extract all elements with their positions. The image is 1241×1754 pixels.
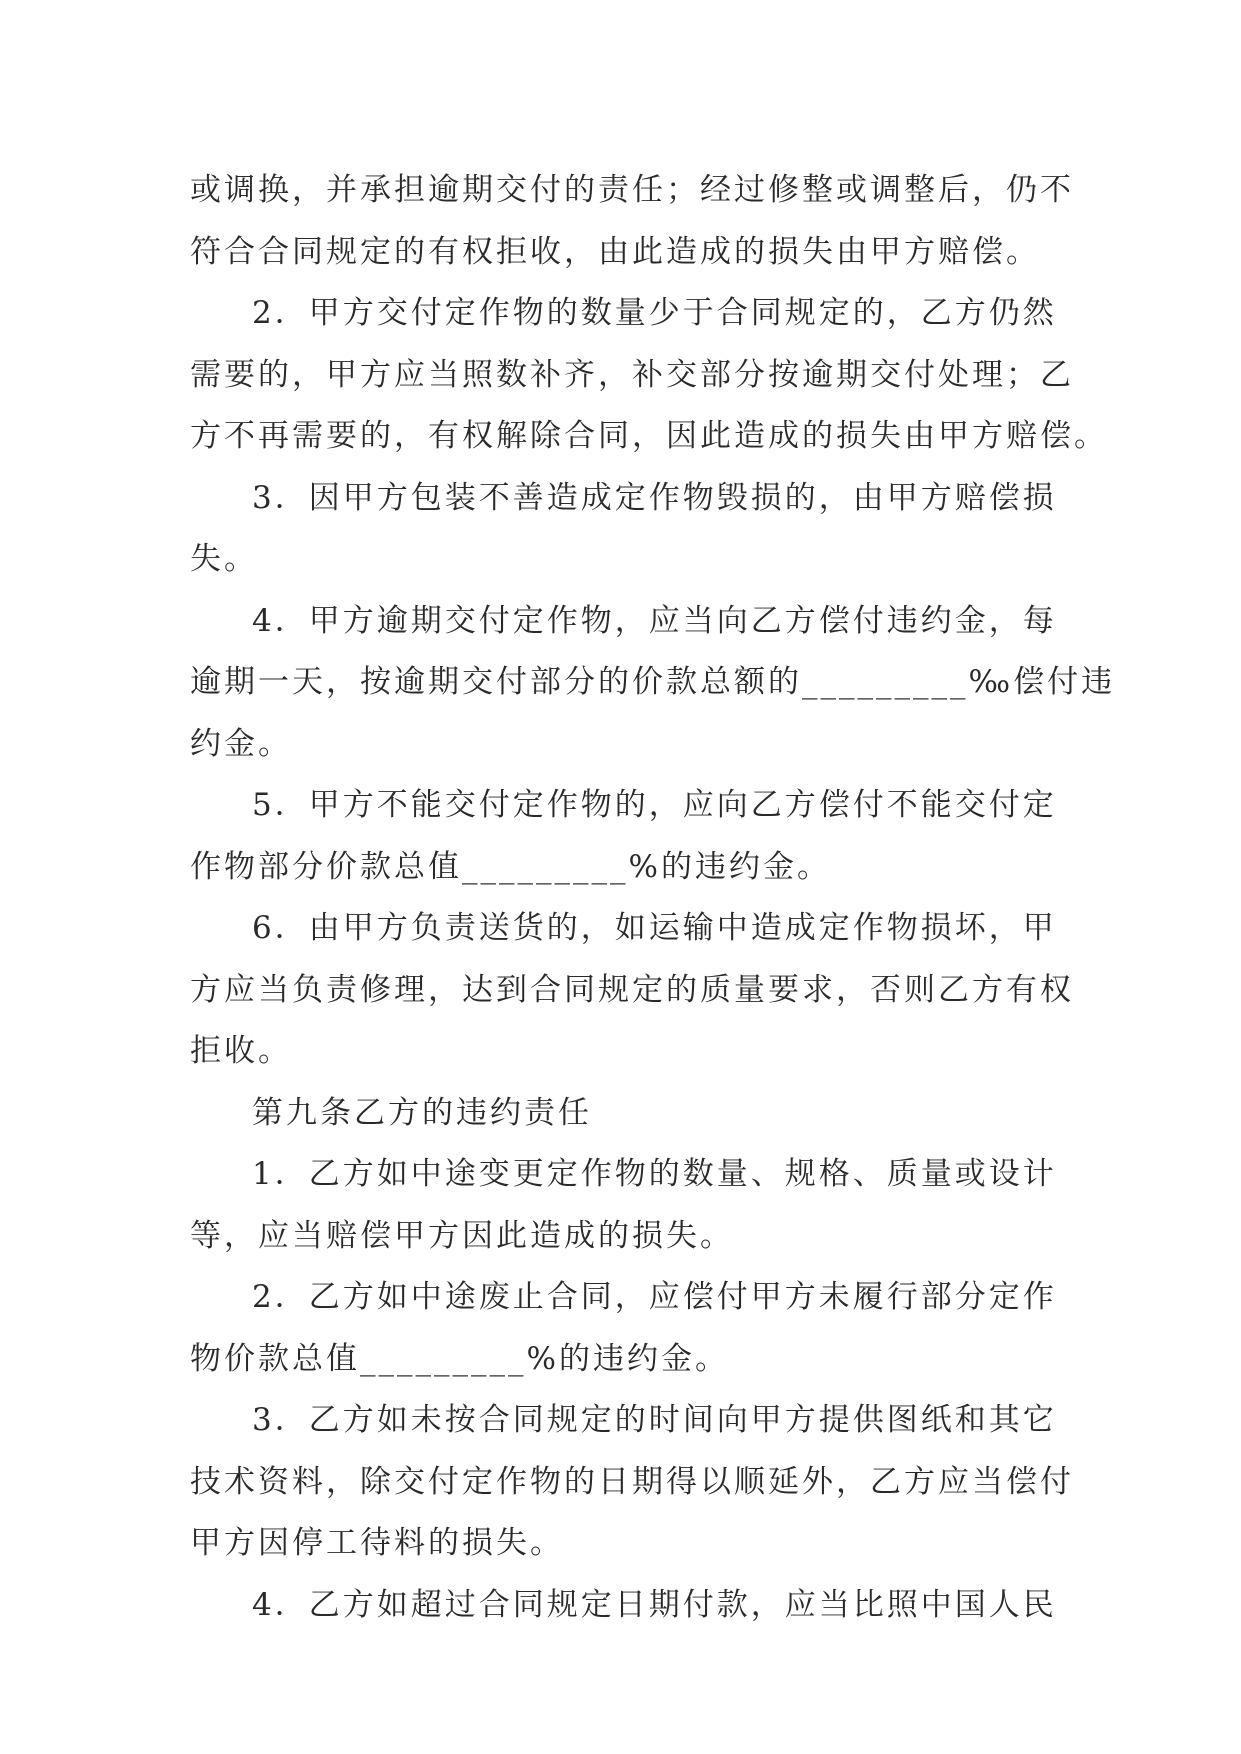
text-line: 方不再需要的，有权解除合同，因此造成的损失由甲方赔偿。	[190, 418, 1108, 454]
text-line: 2．甲方交付定作物的数量少于合同规定的，乙方仍然	[252, 295, 1057, 331]
paragraph-continued	[190, 160, 1074, 283]
text-line: 技术资料，除交付定作物的日期得以顺延外，乙方应当偿付	[190, 1463, 1074, 1500]
text-line: 3．乙方如未按合同规定的时间向甲方提供图纸和其它	[252, 1402, 1057, 1438]
text-line: 2．乙方如中途废止合同，应偿付甲方未履行部分定作	[252, 1279, 1057, 1315]
text-line: 作物部分价款总值_________%的违约金。	[190, 848, 831, 885]
text-line: 约金。	[190, 725, 292, 762]
text-line: 4．乙方如超过合同规定日期付款，应当比照中国人民	[252, 1586, 1057, 1623]
paragraph-b-item-2	[190, 1267, 1057, 1390]
paragraph-item-5	[190, 775, 1057, 898]
text-line: 拒收。	[190, 1033, 292, 1069]
text-line: 等，应当赔偿甲方因此造成的损失。	[190, 1217, 734, 1254]
text-line: 4．甲方逾期交付定作物，应当向乙方偿付违约金，每	[252, 602, 1057, 639]
text-line: 1．乙方如中途变更定作物的数量、规格、质量或设计	[252, 1156, 1057, 1192]
text-line: 3．因甲方包装不善造成定作物毁损的，由甲方赔偿损	[252, 479, 1057, 516]
text-line: 5．甲方不能交付定作物的，应向乙方偿付不能交付定	[252, 787, 1057, 823]
paragraph-item-6	[190, 898, 1074, 1083]
contract-text-body	[190, 160, 1116, 1636]
text-line: 6．由甲方负责送货的，如运输中造成定作物损坏，甲	[252, 910, 1057, 946]
text-line: 符合合同规定的有权拒收，由此造成的损失由甲方赔偿。	[190, 233, 1040, 270]
paragraph-item-2	[190, 283, 1108, 468]
text-line: 物价款总值_________%的违约金。	[190, 1340, 729, 1377]
text-line: 逾期一天，按逾期交付部分的价款总额的_________‰偿付违	[190, 664, 1116, 700]
text-line: 方应当负责修理，达到合同规定的质量要求，否则乙方有权	[190, 971, 1074, 1008]
text-line: 甲方因停工待料的损失。	[190, 1525, 564, 1561]
paragraph-b-item-4	[190, 1575, 1057, 1637]
paragraph-item-3	[190, 468, 1057, 591]
paragraph-item-4	[190, 591, 1116, 776]
paragraph-b-item-3	[190, 1390, 1074, 1575]
paragraph-article-9	[190, 1083, 1050, 1145]
text-line: 第九条乙方的违约责任	[252, 1094, 592, 1131]
text-line: 需要的，甲方应当照数补齐，补交部分按逾期交付处理；乙	[190, 356, 1074, 393]
paragraph-b-item-1	[190, 1144, 1057, 1267]
text-line: 失。	[190, 541, 258, 577]
text-line: 或调换，并承担逾期交付的责任；经过修整或调整后，仍不	[190, 172, 1074, 208]
